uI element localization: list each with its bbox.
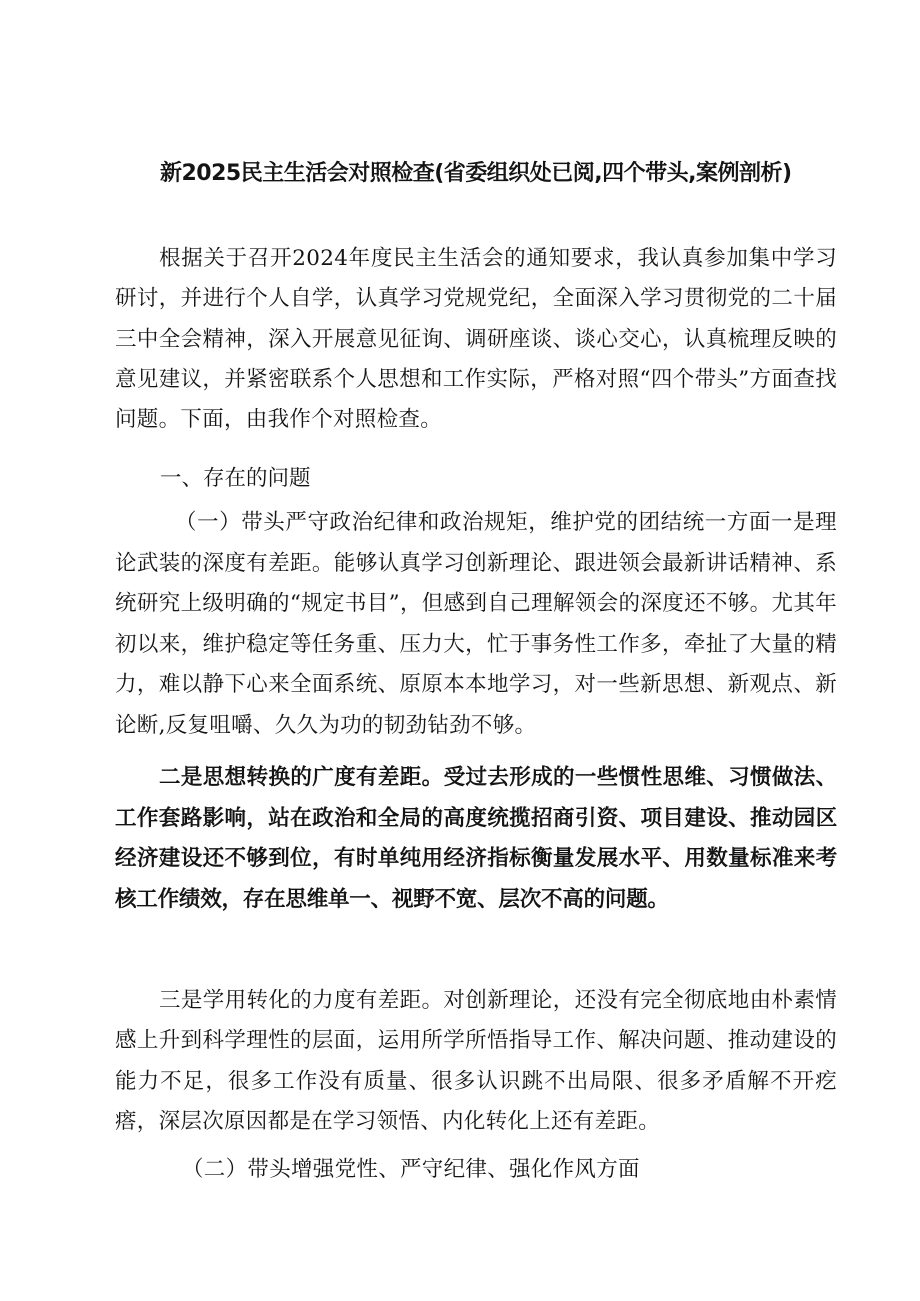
intro-paragraph: 根据关于召开2024年度民主生活会的通知要求，我认真参加集中学习研讨，并进行个人自学，认真学习党规党纪，全面深入学习贯彻党的二十届三中全会精神，深入开展意见征询、调研座谈、谈心交心，认真梳理反映的意见建议，并紧密联系个人思想和工作实际，严格对照“四个带头”方面查找问题。下面，由我作个对照检查。 xyxy=(115,246,837,433)
item1-paragraph: （一）带头严守政治纪律和政治规矩，维护党的团结统一方面一是理论武装的深度有差距。能够认真学习创新理论、跟进领会最新讲话精神、系统研究上级明确的“规定书目”，但感到自己理解领会的深度还不够。尤其年初以来，维护稳定等任务重、压力大，忙于事务性工作多，牵扯了大量的精力，难以静下心来全面系统、原原本本地学习，对一些新思想、新观点、新论断,反复咀嚼、久久为功的韧劲钻劲不够。 xyxy=(115,510,837,738)
document-title: 新2025民主生活会对照检查(省委组织处已阅,四个带头,案例剖析) xyxy=(160,161,792,186)
point2-paragraph: 二是思想转换的广度有差距。受过去形成的一些惯性思维、习惯做法、工作套路影响，站在政治和全局的高度统揽招商引资、项目建设、推动园区经济建设还不够到位，有时单纯用经济指标衡量发展水平、用数量标准来考核工作绩效，存在思维单一、视野不宽、层次不高的问题。 xyxy=(115,765,837,912)
section-heading-problems: 一、存在的问题 xyxy=(160,466,311,491)
item2-heading: （二）带头增强党性、严守纪律、强化作风方面 xyxy=(182,1157,640,1182)
point3-paragraph: 三是学用转化的力度有差距。对创新理论，还没有完全彻底地由朴素情感上升到科学理性的层面，运用所学所悟指导工作、解决问题、推动建设的能力不足，很多工作没有质量、很多认识跳不出局限、很多矛盾解不开疙瘩，深层次原因都是在学习领悟、内化转化上还有差距。 xyxy=(115,988,837,1134)
